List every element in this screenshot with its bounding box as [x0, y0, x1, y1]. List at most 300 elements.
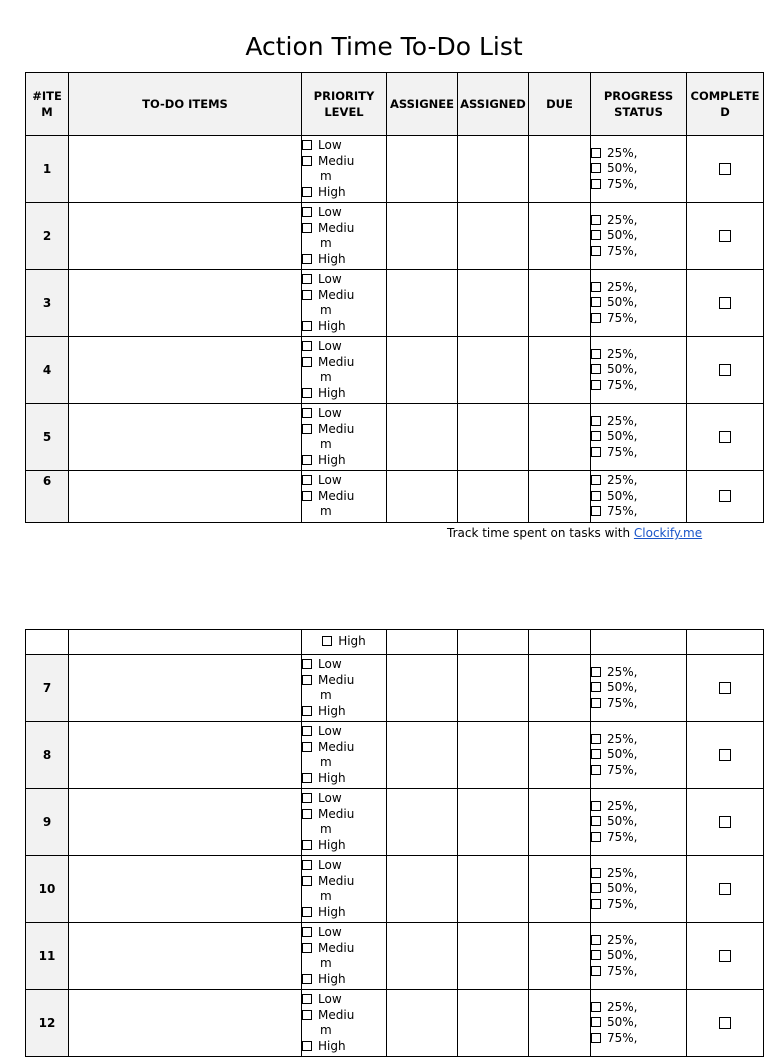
- progress-75-label: 75%,: [607, 695, 638, 710]
- priority-low-checkbox[interactable]: [302, 726, 312, 736]
- progress-75-label: 75%,: [607, 504, 638, 519]
- due-cell[interactable]: [529, 856, 591, 923]
- progress-75-checkbox[interactable]: [591, 832, 601, 842]
- due-cell[interactable]: [529, 270, 591, 337]
- priority-medium-checkbox[interactable]: [302, 809, 312, 819]
- header-assignee: ASSIGNEE: [387, 73, 458, 136]
- priority-medium-checkbox[interactable]: [302, 156, 312, 166]
- priority-medium-checkbox[interactable]: [302, 1010, 312, 1020]
- completed-checkbox[interactable]: [719, 1017, 731, 1029]
- completed-cell: [687, 722, 764, 789]
- progress-75-checkbox[interactable]: [591, 380, 601, 390]
- progress-25-label: 25%,: [607, 664, 638, 679]
- priority-high-checkbox[interactable]: [302, 1041, 312, 1051]
- progress-75-checkbox[interactable]: [591, 765, 601, 775]
- priority-cell: [302, 923, 387, 990]
- todo-cell[interactable]: [69, 655, 302, 722]
- priority-high-label: High: [318, 251, 346, 266]
- progress-75-checkbox[interactable]: [591, 899, 601, 909]
- priority-high-checkbox[interactable]: [302, 974, 312, 984]
- footer-note: [447, 526, 702, 540]
- progress-50-label: 50%,: [607, 881, 638, 896]
- priority-medium-label-wrap: m: [320, 504, 332, 519]
- todo-cell[interactable]: [69, 722, 302, 789]
- due-cell[interactable]: [529, 990, 591, 1057]
- assigned-cell[interactable]: [458, 630, 529, 655]
- priority-medium-checkbox[interactable]: [302, 491, 312, 501]
- table-row: [26, 136, 764, 203]
- priority-medium-label: Mediu: [318, 354, 355, 369]
- priority-medium-label-wrap: m: [320, 437, 332, 451]
- due-cell[interactable]: [529, 404, 591, 471]
- assigned-cell[interactable]: [458, 990, 529, 1057]
- progress-75-label: 75%,: [607, 243, 638, 258]
- priority-high-label: High: [318, 184, 346, 199]
- todo-table-page2: [25, 629, 764, 1057]
- item-number: 4: [26, 337, 69, 404]
- priority-cell: [302, 404, 387, 471]
- progress-25-label: 25%,: [607, 798, 638, 813]
- assigned-cell[interactable]: [458, 856, 529, 923]
- progress-75-checkbox[interactable]: [591, 506, 601, 516]
- progress-50-label: 50%,: [607, 362, 638, 377]
- item-number: 3: [26, 270, 69, 337]
- priority-low-label: Low: [318, 657, 342, 671]
- progress-50-checkbox[interactable]: [591, 163, 601, 173]
- progress-cell: [591, 655, 687, 722]
- priority-medium-label-wrap: m: [320, 303, 332, 317]
- priority-medium-label-wrap: m: [320, 688, 332, 702]
- item-number: 1: [26, 136, 69, 203]
- priority-medium-label-wrap: m: [320, 1023, 332, 1037]
- progress-25-checkbox[interactable]: [591, 1002, 601, 1012]
- due-cell[interactable]: [529, 471, 591, 523]
- priority-high-label: High: [318, 318, 346, 333]
- todo-cell[interactable]: [69, 990, 302, 1057]
- priority-low-checkbox[interactable]: [302, 927, 312, 937]
- priority-low-checkbox[interactable]: [302, 994, 312, 1004]
- todo-cell[interactable]: [69, 136, 302, 203]
- progress-75-checkbox[interactable]: [591, 966, 601, 976]
- assignee-cell[interactable]: [387, 270, 458, 337]
- progress-cell: [591, 337, 687, 404]
- progress-25-label: 25%,: [607, 279, 638, 294]
- document-title: Action Time To-Do List: [245, 32, 523, 61]
- progress-50-label: 50%,: [607, 429, 638, 444]
- priority-medium-checkbox[interactable]: [302, 424, 312, 434]
- table-row: [26, 655, 764, 722]
- assignee-cell[interactable]: [387, 990, 458, 1057]
- priority-cell: [302, 655, 387, 722]
- due-cell[interactable]: [529, 203, 591, 270]
- completed-cell: [687, 203, 764, 270]
- priority-medium-label-wrap: m: [320, 822, 332, 836]
- progress-75-checkbox[interactable]: [591, 447, 601, 457]
- priority-medium-label: Mediu: [318, 153, 355, 168]
- priority-low-label: Low: [318, 406, 342, 420]
- table-row: [26, 789, 764, 856]
- progress-25-checkbox[interactable]: [591, 868, 601, 878]
- priority-low-label: Low: [318, 205, 342, 219]
- progress-cell: [591, 923, 687, 990]
- progress-50-checkbox[interactable]: [591, 230, 601, 240]
- table-row: [26, 337, 764, 404]
- assigned-cell[interactable]: [458, 471, 529, 523]
- todo-cell[interactable]: [69, 923, 302, 990]
- progress-25-label: 25%,: [607, 413, 638, 428]
- assignee-cell[interactable]: [387, 630, 458, 655]
- completed-cell: [687, 990, 764, 1057]
- due-cell[interactable]: [529, 722, 591, 789]
- clockify-link[interactable]: Clockify.me: [633, 526, 703, 540]
- priority-cell: [302, 136, 387, 203]
- todo-cell[interactable]: [69, 856, 302, 923]
- assigned-cell[interactable]: [458, 722, 529, 789]
- priority-high-checkbox[interactable]: [302, 706, 312, 716]
- priority-low-checkbox[interactable]: [302, 408, 312, 418]
- progress-25-checkbox[interactable]: [591, 734, 601, 744]
- completed-checkbox[interactable]: [719, 230, 731, 242]
- completed-cell: [687, 923, 764, 990]
- due-cell[interactable]: [529, 337, 591, 404]
- progress-75-label: 75%,: [607, 176, 638, 191]
- table-header-row: [26, 73, 764, 136]
- priority-high-label: High: [318, 971, 346, 986]
- item-number: 2: [26, 203, 69, 270]
- header-assigned: ASSIGNED: [458, 73, 529, 136]
- priority-medium-label-wrap: m: [320, 370, 332, 384]
- priority-medium-label: Mediu: [318, 1007, 355, 1022]
- priority-low-label: Low: [318, 272, 342, 286]
- priority-medium-label: Mediu: [318, 421, 355, 436]
- priority-low-label: Low: [318, 473, 342, 488]
- priority-low-checkbox[interactable]: [302, 475, 312, 485]
- progress-50-checkbox[interactable]: [591, 816, 601, 826]
- priority-medium-checkbox[interactable]: [302, 223, 312, 233]
- progress-75-label: 75%,: [607, 444, 638, 459]
- header-item-number: #ITE M: [26, 73, 69, 136]
- item-number: 11: [26, 923, 69, 990]
- priority-low-label: Low: [318, 858, 342, 872]
- priority-high-checkbox[interactable]: [302, 840, 312, 850]
- assigned-cell[interactable]: [458, 404, 529, 471]
- progress-25-checkbox[interactable]: [591, 282, 601, 292]
- priority-medium-label: Mediu: [318, 220, 355, 235]
- completed-checkbox[interactable]: [719, 682, 731, 694]
- priority-cell: [302, 789, 387, 856]
- assigned-cell[interactable]: [458, 789, 529, 856]
- progress-cell: [591, 990, 687, 1057]
- item-number: 12: [26, 990, 69, 1057]
- todo-cell[interactable]: [69, 203, 302, 270]
- priority-medium-checkbox[interactable]: [302, 675, 312, 685]
- priority-medium-label: Mediu: [318, 873, 355, 888]
- progress-75-checkbox[interactable]: [591, 1033, 601, 1043]
- progress-50-label: 50%,: [607, 488, 638, 503]
- progress-50-checkbox[interactable]: [591, 297, 601, 307]
- priority-medium-label: Mediu: [318, 739, 355, 754]
- assignee-cell[interactable]: [387, 789, 458, 856]
- progress-50-label: 50%,: [607, 814, 638, 829]
- assignee-cell[interactable]: [387, 923, 458, 990]
- todo-cell[interactable]: [69, 337, 302, 404]
- priority-medium-label-wrap: m: [320, 169, 332, 183]
- assigned-cell[interactable]: [458, 337, 529, 404]
- todo-cell[interactable]: [69, 789, 302, 856]
- priority-high-checkbox[interactable]: [322, 636, 332, 646]
- progress-25-label: 25%,: [607, 145, 638, 160]
- completed-cell: [687, 337, 764, 404]
- priority-low-label: Low: [318, 339, 342, 353]
- assignee-cell[interactable]: [387, 337, 458, 404]
- todo-table-page1: [25, 72, 764, 523]
- completed-checkbox[interactable]: [719, 431, 731, 443]
- table-row: [26, 722, 764, 789]
- progress-25-label: 25%,: [607, 999, 638, 1014]
- priority-low-checkbox[interactable]: [302, 860, 312, 870]
- progress-25-label: 25%,: [607, 865, 638, 880]
- header-progress-status: PROGRESS STATUS: [591, 73, 687, 136]
- item-number: 9: [26, 789, 69, 856]
- table-row: [26, 471, 764, 523]
- priority-high-checkbox[interactable]: [302, 187, 312, 197]
- assignee-cell[interactable]: [387, 404, 458, 471]
- progress-75-label: 75%,: [607, 377, 638, 392]
- priority-medium-label: Mediu: [318, 488, 355, 503]
- progress-50-label: 50%,: [607, 295, 638, 310]
- progress-25-checkbox[interactable]: [591, 475, 601, 485]
- completed-cell: [687, 270, 764, 337]
- progress-25-checkbox[interactable]: [591, 667, 601, 677]
- priority-medium-checkbox[interactable]: [302, 943, 312, 953]
- priority-medium-checkbox[interactable]: [302, 876, 312, 886]
- completed-checkbox[interactable]: [719, 883, 731, 895]
- priority-cell: [302, 337, 387, 404]
- progress-50-label: 50%,: [607, 747, 638, 762]
- priority-low-checkbox[interactable]: [302, 341, 312, 351]
- progress-cell: [591, 471, 687, 523]
- progress-50-checkbox[interactable]: [591, 1017, 601, 1027]
- priority-high-checkbox[interactable]: [302, 321, 312, 331]
- header-due: DUE: [529, 73, 591, 136]
- priority-medium-label: Mediu: [318, 672, 355, 687]
- priority-medium-label: Mediu: [318, 287, 355, 302]
- table-row: [26, 856, 764, 923]
- priority-low-checkbox[interactable]: [302, 274, 312, 284]
- priority-high-label: High: [318, 904, 346, 919]
- item-number: 5: [26, 404, 69, 471]
- progress-cell: [591, 136, 687, 203]
- completed-cell: [687, 136, 764, 203]
- priority-high-checkbox[interactable]: [302, 254, 312, 264]
- priority-low-label: Low: [318, 791, 342, 805]
- due-cell[interactable]: [529, 789, 591, 856]
- priority-low-label: Low: [318, 138, 342, 152]
- progress-50-checkbox[interactable]: [591, 431, 601, 441]
- header-priority-level: PRIORITY LEVEL: [302, 73, 387, 136]
- progress-25-label: 25%,: [607, 346, 638, 361]
- completed-checkbox[interactable]: [719, 364, 731, 376]
- progress-50-label: 50%,: [607, 948, 638, 963]
- progress-50-checkbox[interactable]: [591, 749, 601, 759]
- todo-cell[interactable]: [69, 404, 302, 471]
- item-number: 6: [26, 471, 69, 523]
- priority-high-label: High: [318, 452, 346, 467]
- todo-cell[interactable]: [69, 471, 302, 523]
- progress-cell: [591, 856, 687, 923]
- progress-75-label: 75%,: [607, 310, 638, 325]
- assignee-cell[interactable]: [387, 471, 458, 523]
- completed-checkbox[interactable]: [719, 749, 731, 761]
- completed-cell: [687, 856, 764, 923]
- priority-high-checkbox[interactable]: [302, 455, 312, 465]
- priority-low-checkbox[interactable]: [302, 207, 312, 217]
- priority-medium-checkbox[interactable]: [302, 742, 312, 752]
- progress-75-label: 75%,: [607, 963, 638, 978]
- progress-25-label: 25%,: [607, 473, 638, 488]
- assigned-cell[interactable]: [458, 655, 529, 722]
- assignee-cell[interactable]: [387, 722, 458, 789]
- priority-low-checkbox[interactable]: [302, 793, 312, 803]
- due-cell[interactable]: [529, 655, 591, 722]
- priority-cell: [302, 990, 387, 1057]
- progress-25-label: 25%,: [607, 212, 638, 227]
- completed-checkbox[interactable]: [719, 490, 731, 502]
- priority-medium-label-wrap: m: [320, 755, 332, 769]
- priority-cell: [302, 630, 387, 655]
- assignee-cell[interactable]: [387, 856, 458, 923]
- priority-high-label: High: [338, 634, 366, 649]
- progress-cell: [591, 630, 687, 655]
- priority-medium-label-wrap: m: [320, 236, 332, 250]
- priority-medium-label-wrap: m: [320, 889, 332, 903]
- progress-50-checkbox[interactable]: [591, 364, 601, 374]
- item-number: 10: [26, 856, 69, 923]
- table-row: [26, 990, 764, 1057]
- progress-cell: [591, 404, 687, 471]
- priority-cell: [302, 270, 387, 337]
- progress-50-checkbox[interactable]: [591, 883, 601, 893]
- assigned-cell[interactable]: [458, 203, 529, 270]
- priority-cell: [302, 203, 387, 270]
- priority-high-label: High: [318, 703, 346, 718]
- header-todo-items: TO-DO ITEMS: [69, 73, 302, 136]
- progress-cell: [591, 722, 687, 789]
- completed-cell: [687, 630, 764, 655]
- progress-75-checkbox[interactable]: [591, 698, 601, 708]
- item-number-cell: [26, 630, 69, 655]
- progress-50-label: 50%,: [607, 680, 638, 695]
- priority-low-checkbox[interactable]: [302, 140, 312, 150]
- assigned-cell[interactable]: [458, 136, 529, 203]
- progress-50-label: 50%,: [607, 1015, 638, 1030]
- todo-cell[interactable]: [69, 630, 302, 655]
- due-cell[interactable]: [529, 630, 591, 655]
- progress-25-checkbox[interactable]: [591, 148, 601, 158]
- progress-25-label: 25%,: [607, 731, 638, 746]
- completed-cell: [687, 471, 764, 523]
- progress-75-checkbox[interactable]: [591, 179, 601, 189]
- continued-row: [26, 630, 764, 655]
- progress-50-checkbox[interactable]: [591, 491, 601, 501]
- progress-75-label: 75%,: [607, 829, 638, 844]
- todo-cell[interactable]: [69, 270, 302, 337]
- priority-high-checkbox[interactable]: [302, 773, 312, 783]
- completed-checkbox[interactable]: [719, 163, 731, 175]
- completed-cell: [687, 404, 764, 471]
- priority-cell: [302, 856, 387, 923]
- progress-cell: [591, 270, 687, 337]
- priority-medium-checkbox[interactable]: [302, 357, 312, 367]
- progress-25-label: 25%,: [607, 932, 638, 947]
- header-completed: COMPLETE D: [687, 73, 764, 136]
- due-cell[interactable]: [529, 136, 591, 203]
- completed-checkbox[interactable]: [719, 950, 731, 962]
- priority-medium-label-wrap: m: [320, 956, 332, 970]
- priority-low-label: Low: [318, 992, 342, 1006]
- assigned-cell[interactable]: [458, 270, 529, 337]
- priority-high-label: High: [318, 770, 346, 785]
- progress-50-checkbox[interactable]: [591, 950, 601, 960]
- priority-high-checkbox[interactable]: [302, 388, 312, 398]
- progress-75-label: 75%,: [607, 1030, 638, 1045]
- progress-75-checkbox[interactable]: [591, 313, 601, 323]
- table-row: [26, 923, 764, 990]
- priority-low-label: Low: [318, 925, 342, 939]
- completed-cell: [687, 789, 764, 856]
- priority-low-label: Low: [318, 724, 342, 738]
- item-number: 8: [26, 722, 69, 789]
- priority-medium-label: Mediu: [318, 940, 355, 955]
- priority-medium-checkbox[interactable]: [302, 290, 312, 300]
- footer-text: Track time spent on tasks with: [447, 526, 631, 540]
- priority-high-checkbox[interactable]: [302, 907, 312, 917]
- progress-50-label: 50%,: [607, 228, 638, 243]
- priority-cell: [302, 722, 387, 789]
- assignee-cell[interactable]: [387, 203, 458, 270]
- completed-checkbox[interactable]: [719, 297, 731, 309]
- due-cell[interactable]: [529, 923, 591, 990]
- priority-low-checkbox[interactable]: [302, 659, 312, 669]
- progress-25-checkbox[interactable]: [591, 416, 601, 426]
- progress-75-label: 75%,: [607, 762, 638, 777]
- progress-25-checkbox[interactable]: [591, 215, 601, 225]
- completed-checkbox[interactable]: [719, 816, 731, 828]
- progress-25-checkbox[interactable]: [591, 349, 601, 359]
- progress-cell: [591, 203, 687, 270]
- assignee-cell[interactable]: [387, 136, 458, 203]
- progress-50-checkbox[interactable]: [591, 682, 601, 692]
- progress-25-checkbox[interactable]: [591, 935, 601, 945]
- assignee-cell[interactable]: [387, 655, 458, 722]
- progress-50-label: 50%,: [607, 161, 638, 176]
- item-number: 7: [26, 655, 69, 722]
- assigned-cell[interactable]: [458, 923, 529, 990]
- table-row: [26, 270, 764, 337]
- table-row: [26, 404, 764, 471]
- progress-25-checkbox[interactable]: [591, 801, 601, 811]
- priority-high-label: High: [318, 837, 346, 852]
- table-row: [26, 203, 764, 270]
- priority-high-label: High: [318, 385, 346, 400]
- priority-cell: [302, 471, 387, 523]
- progress-cell: [591, 789, 687, 856]
- progress-75-checkbox[interactable]: [591, 246, 601, 256]
- priority-high-label: High: [318, 1038, 346, 1053]
- completed-cell: [687, 655, 764, 722]
- progress-75-label: 75%,: [607, 896, 638, 911]
- priority-medium-label: Mediu: [318, 806, 355, 821]
